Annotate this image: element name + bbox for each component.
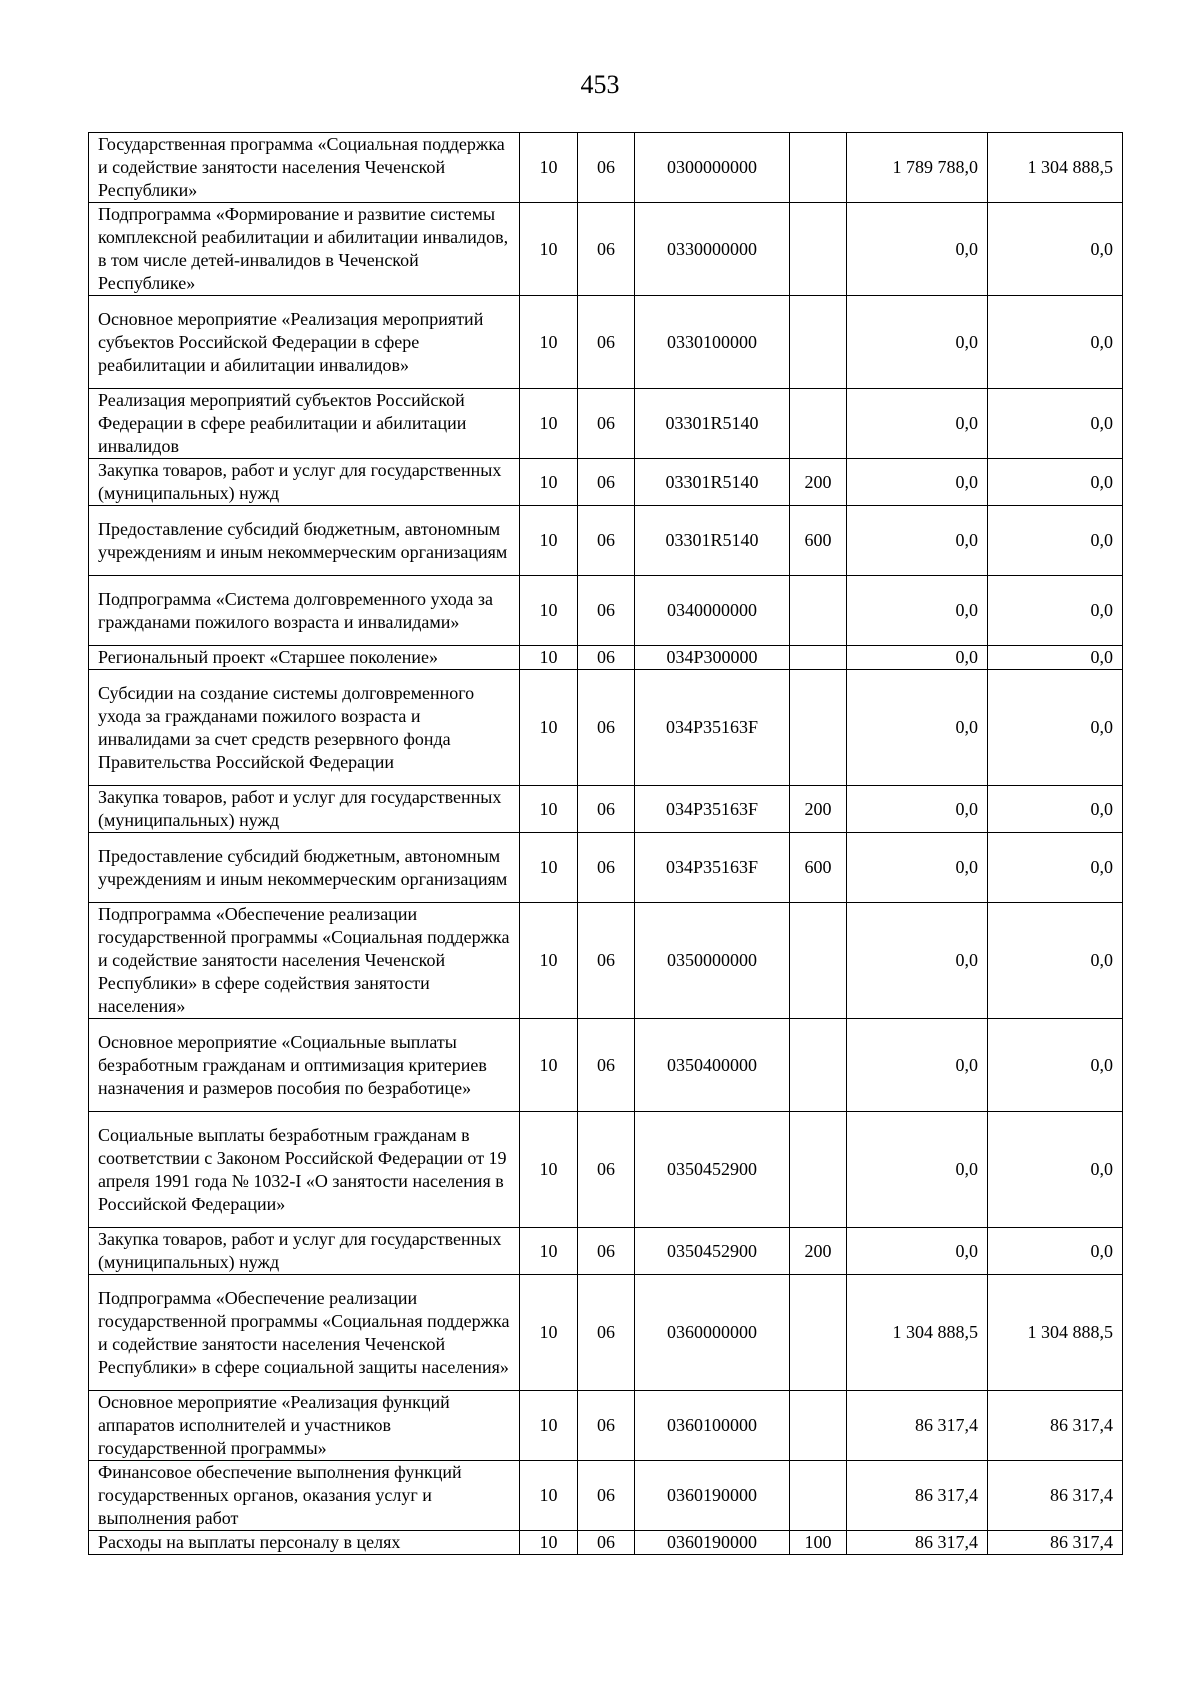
section-code-cell: 10 [520, 389, 578, 459]
table-row [89, 1112, 1123, 1228]
amount-year2-cell: 0,0 [988, 670, 1123, 786]
expense-type-cell [790, 389, 847, 459]
expense-type-cell [790, 576, 847, 646]
table-row [89, 786, 1123, 833]
table-row [89, 506, 1123, 576]
expense-type-cell [790, 670, 847, 786]
table-row [89, 903, 1123, 1019]
table-row [89, 133, 1123, 203]
amount-year1-cell: 0,0 [847, 1228, 988, 1275]
amount-year2-cell: 0,0 [988, 389, 1123, 459]
target-article-cell: 0350000000 [635, 903, 790, 1019]
target-article-cell: 034P35163F [635, 670, 790, 786]
expense-type-cell [790, 133, 847, 203]
subsection-code-cell: 06 [578, 1391, 635, 1461]
expense-type-cell: 600 [790, 506, 847, 576]
section-code-cell: 10 [520, 296, 578, 389]
expense-type-cell [790, 646, 847, 670]
page-number: 453 [580, 70, 620, 99]
item-name-cell: Реализация мероприятий субъектов Российской Федерации в сфере реабилитации и абилитации инвалидов [89, 389, 520, 459]
subsection-code-cell: 06 [578, 1275, 635, 1391]
item-name-cell: Расходы на выплаты персоналу в целях [89, 1531, 520, 1555]
expense-type-cell [790, 1391, 847, 1461]
table-row [89, 833, 1123, 903]
item-name-cell: Предоставление субсидий бюджетным, автономным учреждениям и иным некоммерческим организациям [89, 833, 520, 903]
target-article-cell: 0350452900 [635, 1228, 790, 1275]
amount-year2-cell: 0,0 [988, 203, 1123, 296]
amount-year1-cell: 86 317,4 [847, 1461, 988, 1531]
target-article-cell: 0340000000 [635, 576, 790, 646]
item-name-cell: Основное мероприятие «Реализация функций аппаратов исполнителей и участников государственной программы» [89, 1391, 520, 1461]
item-name-cell: Закупка товаров, работ и услуг для государственных (муниципальных) нужд [89, 459, 520, 506]
amount-year2-cell: 0,0 [988, 833, 1123, 903]
target-article-cell: 0350400000 [635, 1019, 790, 1112]
expense-type-cell [790, 1019, 847, 1112]
table-row [89, 203, 1123, 296]
amount-year2-cell: 0,0 [988, 506, 1123, 576]
section-code-cell: 10 [520, 1228, 578, 1275]
table-row [89, 1275, 1123, 1391]
subsection-code-cell: 06 [578, 459, 635, 506]
target-article-cell: 0330100000 [635, 296, 790, 389]
target-article-cell: 034P35163F [635, 786, 790, 833]
target-article-cell: 0360190000 [635, 1461, 790, 1531]
expense-type-cell: 200 [790, 786, 847, 833]
amount-year1-cell: 0,0 [847, 203, 988, 296]
amount-year1-cell: 0,0 [847, 646, 988, 670]
section-code-cell: 10 [520, 203, 578, 296]
amount-year1-cell: 0,0 [847, 1019, 988, 1112]
table-row [89, 1019, 1123, 1112]
target-article-cell: 034P35163F [635, 833, 790, 903]
budget-table [88, 132, 1123, 1555]
amount-year2-cell: 0,0 [988, 1112, 1123, 1228]
section-code-cell: 10 [520, 459, 578, 506]
section-code-cell: 10 [520, 1391, 578, 1461]
target-article-cell: 0350452900 [635, 1112, 790, 1228]
section-code-cell: 10 [520, 506, 578, 576]
expense-type-cell [790, 296, 847, 389]
table-row [89, 1391, 1123, 1461]
amount-year1-cell: 0,0 [847, 389, 988, 459]
expense-type-cell [790, 1275, 847, 1391]
amount-year2-cell: 0,0 [988, 296, 1123, 389]
expense-type-cell: 100 [790, 1531, 847, 1555]
subsection-code-cell: 06 [578, 903, 635, 1019]
item-name-cell: Закупка товаров, работ и услуг для государственных (муниципальных) нужд [89, 786, 520, 833]
table-row [89, 296, 1123, 389]
subsection-code-cell: 06 [578, 576, 635, 646]
section-code-cell: 10 [520, 133, 578, 203]
subsection-code-cell: 06 [578, 133, 635, 203]
item-name-cell: Региональный проект «Старшее поколение» [89, 646, 520, 670]
section-code-cell: 10 [520, 670, 578, 786]
target-article-cell: 0330000000 [635, 203, 790, 296]
amount-year2-cell: 0,0 [988, 903, 1123, 1019]
subsection-code-cell: 06 [578, 786, 635, 833]
expense-type-cell [790, 1112, 847, 1228]
amount-year1-cell: 0,0 [847, 833, 988, 903]
amount-year1-cell: 0,0 [847, 459, 988, 506]
amount-year2-cell: 86 317,4 [988, 1461, 1123, 1531]
table-row [89, 1461, 1123, 1531]
section-code-cell: 10 [520, 1461, 578, 1531]
item-name-cell: Предоставление субсидий бюджетным, автономным учреждениям и иным некоммерческим организациям [89, 506, 520, 576]
subsection-code-cell: 06 [578, 1112, 635, 1228]
amount-year1-cell: 0,0 [847, 1112, 988, 1228]
item-name-cell: Подпрограмма «Система долговременного ухода за гражданами пожилого возраста и инвалидами» [89, 576, 520, 646]
expense-type-cell [790, 203, 847, 296]
item-name-cell: Подпрограмма «Обеспечение реализации государственной программы «Социальная поддержка и содействие занятости населения Чеченской Республики» в сфере социальной защиты населения» [89, 1275, 520, 1391]
target-article-cell: 03301R5140 [635, 389, 790, 459]
amount-year2-cell: 86 317,4 [988, 1531, 1123, 1555]
amount-year1-cell: 0,0 [847, 576, 988, 646]
amount-year1-cell: 86 317,4 [847, 1531, 988, 1555]
item-name-cell: Государственная программа «Социальная поддержка и содействие занятости населения Чеченской Республики» [89, 133, 520, 203]
subsection-code-cell: 06 [578, 1461, 635, 1531]
subsection-code-cell: 06 [578, 670, 635, 786]
amount-year2-cell: 0,0 [988, 786, 1123, 833]
amount-year1-cell: 86 317,4 [847, 1391, 988, 1461]
table-row [89, 646, 1123, 670]
subsection-code-cell: 06 [578, 1531, 635, 1555]
section-code-cell: 10 [520, 646, 578, 670]
amount-year1-cell: 0,0 [847, 506, 988, 576]
item-name-cell: Финансовое обеспечение выполнения функций государственных органов, оказания услуг и выполнения работ [89, 1461, 520, 1531]
section-code-cell: 10 [520, 1019, 578, 1112]
target-article-cell: 03301R5140 [635, 459, 790, 506]
subsection-code-cell: 06 [578, 296, 635, 389]
expense-type-cell [790, 903, 847, 1019]
expense-type-cell [790, 1461, 847, 1531]
item-name-cell: Подпрограмма «Обеспечение реализации государственной программы «Социальная поддержка и содействие занятости населения Чеченской Республики» в сфере содействия занятости населения» [89, 903, 520, 1019]
amount-year2-cell: 1 304 888,5 [988, 133, 1123, 203]
subsection-code-cell: 06 [578, 646, 635, 670]
item-name-cell: Основное мероприятие «Реализация мероприятий субъектов Российской Федерации в сфере реабилитации и абилитации инвалидов» [89, 296, 520, 389]
subsection-code-cell: 06 [578, 389, 635, 459]
amount-year2-cell: 0,0 [988, 459, 1123, 506]
target-article-cell: 0360100000 [635, 1391, 790, 1461]
expense-type-cell: 600 [790, 833, 847, 903]
amount-year2-cell: 0,0 [988, 1019, 1123, 1112]
amount-year1-cell: 1 304 888,5 [847, 1275, 988, 1391]
amount-year2-cell: 86 317,4 [988, 1391, 1123, 1461]
subsection-code-cell: 06 [578, 833, 635, 903]
target-article-cell: 0360000000 [635, 1275, 790, 1391]
section-code-cell: 10 [520, 1112, 578, 1228]
expense-type-cell: 200 [790, 459, 847, 506]
item-name-cell: Подпрограмма «Формирование и развитие системы комплексной реабилитации и абилитации инвалидов, в том числе детей-инвалидов в Чеченской Республике» [89, 203, 520, 296]
section-code-cell: 10 [520, 786, 578, 833]
section-code-cell: 10 [520, 1275, 578, 1391]
amount-year1-cell: 0,0 [847, 903, 988, 1019]
amount-year1-cell: 0,0 [847, 296, 988, 389]
expense-type-cell: 200 [790, 1228, 847, 1275]
item-name-cell: Социальные выплаты безработным гражданам в соответствии с Законом Российской Федерации от 19 апреля 1991 года № 1032-I «О занятости населения в Российской Федерации» [89, 1112, 520, 1228]
item-name-cell: Закупка товаров, работ и услуг для государственных (муниципальных) нужд [89, 1228, 520, 1275]
section-code-cell: 10 [520, 903, 578, 1019]
target-article-cell: 0360190000 [635, 1531, 790, 1555]
section-code-cell: 10 [520, 833, 578, 903]
subsection-code-cell: 06 [578, 1019, 635, 1112]
table-row [89, 459, 1123, 506]
amount-year1-cell: 0,0 [847, 670, 988, 786]
amount-year1-cell: 0,0 [847, 786, 988, 833]
section-code-cell: 10 [520, 1531, 578, 1555]
target-article-cell: 03301R5140 [635, 506, 790, 576]
subsection-code-cell: 06 [578, 506, 635, 576]
table-row [89, 1531, 1123, 1555]
section-code-cell: 10 [520, 576, 578, 646]
amount-year2-cell: 1 304 888,5 [988, 1275, 1123, 1391]
table-row [89, 670, 1123, 786]
table-body [89, 133, 1123, 1555]
table-row [89, 1228, 1123, 1275]
subsection-code-cell: 06 [578, 203, 635, 296]
table-row [89, 389, 1123, 459]
item-name-cell: Основное мероприятие «Социальные выплаты безработным гражданам и оптимизация критериев назначения и размеров пособия по безработице» [89, 1019, 520, 1112]
amount-year2-cell: 0,0 [988, 646, 1123, 670]
item-name-cell: Субсидии на создание системы долговременного ухода за гражданами пожилого возраста и инвалидами за счет средств резервного фонда Правительства Российской Федерации [89, 670, 520, 786]
target-article-cell: 034P300000 [635, 646, 790, 670]
amount-year1-cell: 1 789 788,0 [847, 133, 988, 203]
subsection-code-cell: 06 [578, 1228, 635, 1275]
amount-year2-cell: 0,0 [988, 576, 1123, 646]
table-row [89, 576, 1123, 646]
target-article-cell: 0300000000 [635, 133, 790, 203]
amount-year2-cell: 0,0 [988, 1228, 1123, 1275]
